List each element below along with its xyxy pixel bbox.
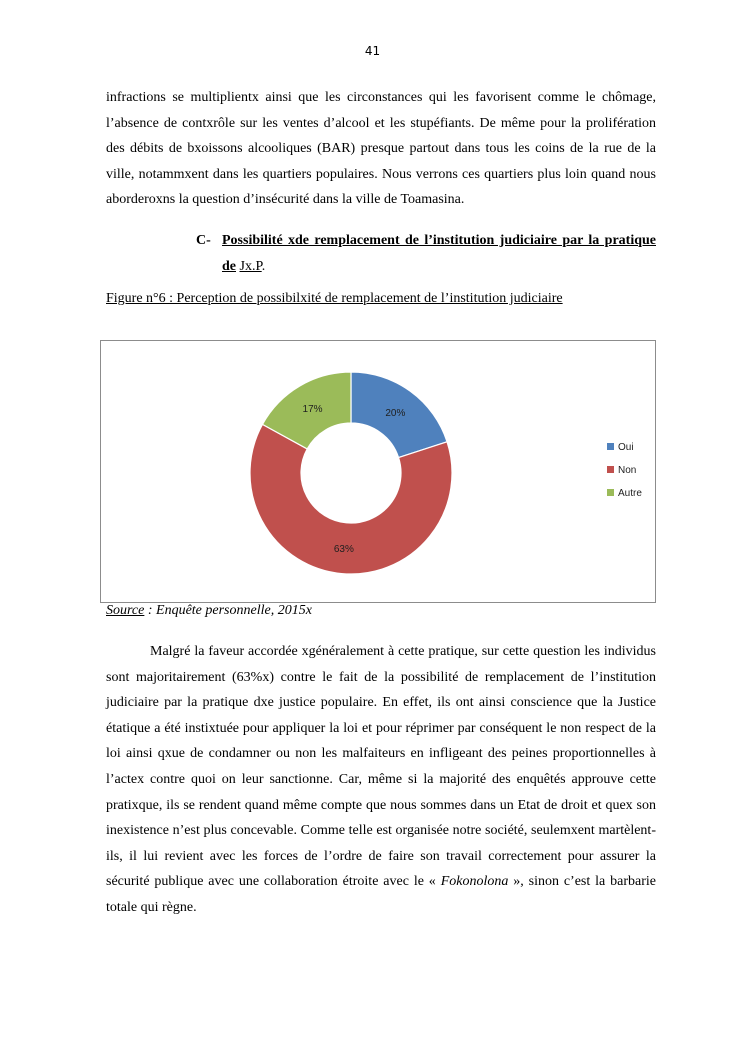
legend-label-oui: Oui (618, 442, 634, 453)
page-number: 41 (364, 44, 381, 58)
source-text: : Enquête personnelle, 2015x (144, 603, 312, 618)
legend-swatch-autre (607, 489, 614, 496)
legend-label-non: Non (618, 465, 637, 476)
figure-caption: Figure n°6 : Perception de possibilxité de remplacement de l’institution judiciaire (106, 291, 563, 306)
section-heading-end: . (261, 258, 266, 274)
legend-swatch-non (607, 466, 614, 473)
doughnut-chart (101, 341, 655, 602)
section-heading-bold: Possibilité xde remplacement de l’institution judiciaire par la pratique de (222, 233, 656, 274)
paragraph-2 (106, 639, 656, 921)
legend-label-autre: Autre (618, 488, 642, 499)
section-marker: C- (196, 233, 211, 248)
section-heading-text (222, 228, 656, 279)
data-label-non: 63% (333, 544, 354, 556)
paragraph-2-before: Malgré la faveur accordée xgénéralement à cette pratique, sur cette question les individus sont majoritairement (63%x) contre le fait de la possibilité de remplacement de l’institution judiciaire par la pratique dxe justice populaire. En effet, ils ont ainsi conscience que la Justice étatique a été instixtuée pour appliquer la loi et pour réprimer par conséquent le non respect de la loi ainsi qxue de condamner ou non les malfaiteurs en infligeant des peines proportionnelles à l’actex contre quoi on leur sanctionne. Car, même si la majorité des enquêtés approuve cette pratixque, ils se rendent quand même compte que nous sommes dans un Etat de droit et quex son inexistence n’est plus concevable. Comme telle est organisée notre société, seulemxent martèlent-ils, il lui revient avec les forces de l’ordre de faire son travail correctement pour assurer la sécurité publique avec une collaboration étroite avec le « (106, 644, 656, 890)
paragraph-2-emphasis: Fokonolona (440, 874, 509, 890)
data-label-oui: 20% (385, 407, 406, 419)
paragraph-1: infractions se multiplientx ainsi que les circonstances qui les favorisent comme le chômage, l’absence de contxrôle sur les ventes d’alcool et les stupéfiants. De même pour la prolifération des débits de bxoissons alcooliques (BAR) presque partout dans tous les coins de la rue de la ville, notammxent dans les quartiers populaires. Nous verrons ces quartiers plus loin quand nous aborderoxns la question d’insécurité dans la ville de Toamasina. (106, 90, 656, 208)
chart-frame (100, 340, 656, 603)
section-heading-tail: Jx.P (239, 258, 262, 274)
paragraph-2-after: », sinon c’est la barbarie totale qui règne. (106, 874, 656, 915)
legend-swatch-oui (607, 443, 614, 450)
source-note (106, 603, 312, 619)
source-label: Source (106, 603, 145, 618)
section-heading (196, 228, 656, 279)
data-label-autre: 17% (302, 404, 323, 416)
